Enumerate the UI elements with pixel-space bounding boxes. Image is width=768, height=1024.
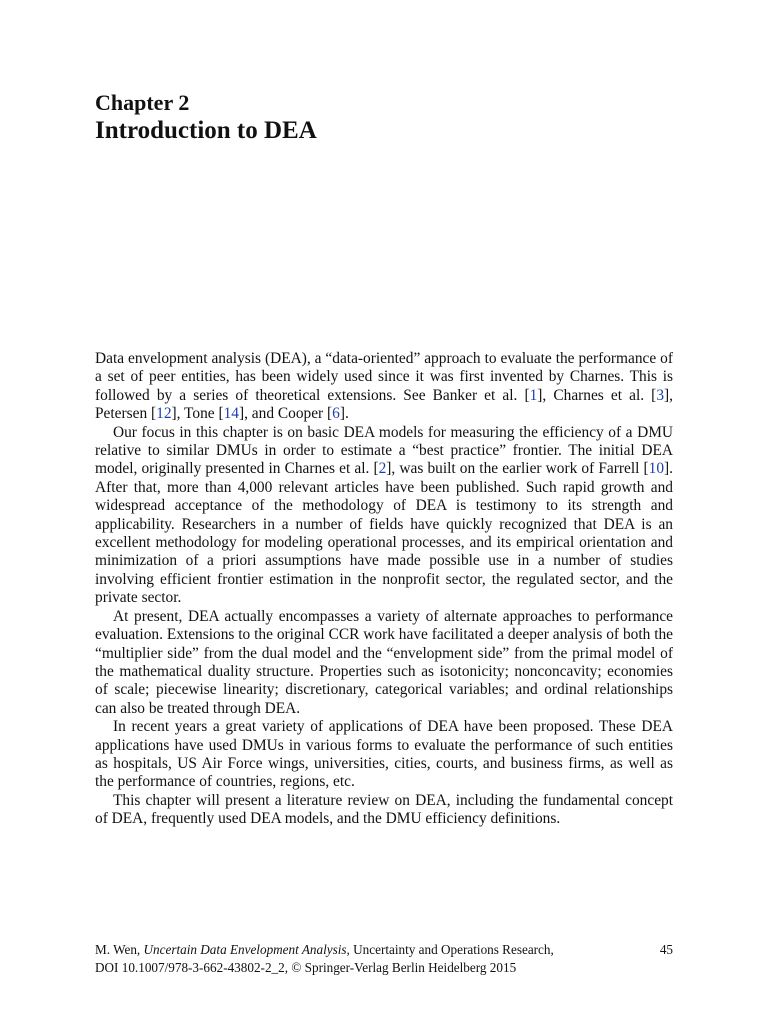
paragraph-text: ], and Cooper [ (238, 405, 333, 423)
citation-link[interactable]: 3 (656, 386, 665, 404)
paragraph-text: This chapter will present a literature review on DEA, including the fundamental concept of DEA, frequently used DEA models, and the DMU efficiency definitions. (95, 791, 673, 828)
citation-link[interactable]: 12 (156, 405, 172, 423)
body-paragraph (95, 718, 673, 792)
footer-doi: DOI 10.1007/978-3-662-43802-2_2, © Springer-Verlag Berlin Heidelberg 2015 (95, 959, 517, 975)
footer-series: , Uncertainty and Operations Research, (346, 942, 554, 957)
body-paragraph (95, 608, 673, 718)
paragraph-text: ], Petersen [ (95, 386, 673, 423)
body-paragraph (95, 350, 673, 424)
paragraph-text: In recent years a great variety of applications of DEA have been proposed. These DEA applications have used DMUs in various forms to evaluate the performance of such entities as hospitals, US Air Force wings, universities, cities, courts, and business firms, as well as the performance of countries, regions, etc. (95, 718, 673, 791)
citation-link[interactable]: 6 (332, 405, 340, 423)
body-paragraph (95, 424, 673, 608)
footer-citation-line (95, 941, 673, 959)
page-footer (95, 941, 673, 976)
citation-link[interactable]: 14 (223, 405, 239, 423)
footer-author: M. Wen, (95, 942, 144, 957)
paragraph-text: ], Charnes et al. [ (537, 386, 657, 404)
page-number: 45 (659, 942, 673, 957)
paragraph-text: ], was built on the earlier work of Farrell [ (386, 460, 649, 478)
chapter-title: Introduction to DEA (95, 117, 317, 144)
chapter-label: Chapter 2 (95, 90, 190, 115)
citation-link[interactable]: 10 (648, 460, 665, 478)
paragraph-text: At present, DEA actually encompasses a variety of alternate approaches to performance evaluation. Extensions to the original CCR work have facilitated a deeper analysis of both the “multiplier side” from the dual model and the “envelopment side” from the primal model of the mathematical duality structure. Properties such as isotonicity; nonconcavity; economies of scale; piecewise linearity; discretionary, categorical variables; and ordinal relationships can also be treated through DEA. (95, 607, 673, 717)
paragraph-text: Our focus in this chapter is on basic DEA models for measuring the efficiency of a DMU relative to similar DMUs in order to estimate a “best practice” frontier. The initial DEA model, originally presented in Charnes et al. [ (95, 423, 673, 478)
footer-citation (95, 941, 554, 959)
paragraph-text: ], Tone [ (171, 405, 224, 423)
paragraph-text: Data envelopment analysis (DEA), a “data-oriented” approach to evaluate the performance of a set of peer entities, has been widely used since it was first invented by Charnes. This is followed by a series of theoretical extensions. See Banker et al. [ (95, 350, 673, 404)
chapter-body (95, 350, 673, 829)
paragraph-text: ]. After that, more than 4,000 relevant articles have been published. Such rapid growth and widespread acceptance of the methodology of DEA is testimony to its strength and applicability. Researchers in a number of fields have quickly recognized that DEA is an excellent methodology for modeling operational processes, and its empirical orientation and minimization of a priori assumptions have made possible use in a number of studies involving efficient frontier estimation in the nonprofit sector, the regulated sector, and the private sector. (95, 460, 673, 607)
body-paragraph (95, 792, 673, 829)
footer-book-title: Uncertain Data Envelopment Analysis (143, 942, 347, 957)
paragraph-text: ]. (339, 405, 349, 423)
citation-link[interactable]: 2 (378, 460, 387, 478)
citation-link[interactable]: 1 (529, 386, 538, 404)
